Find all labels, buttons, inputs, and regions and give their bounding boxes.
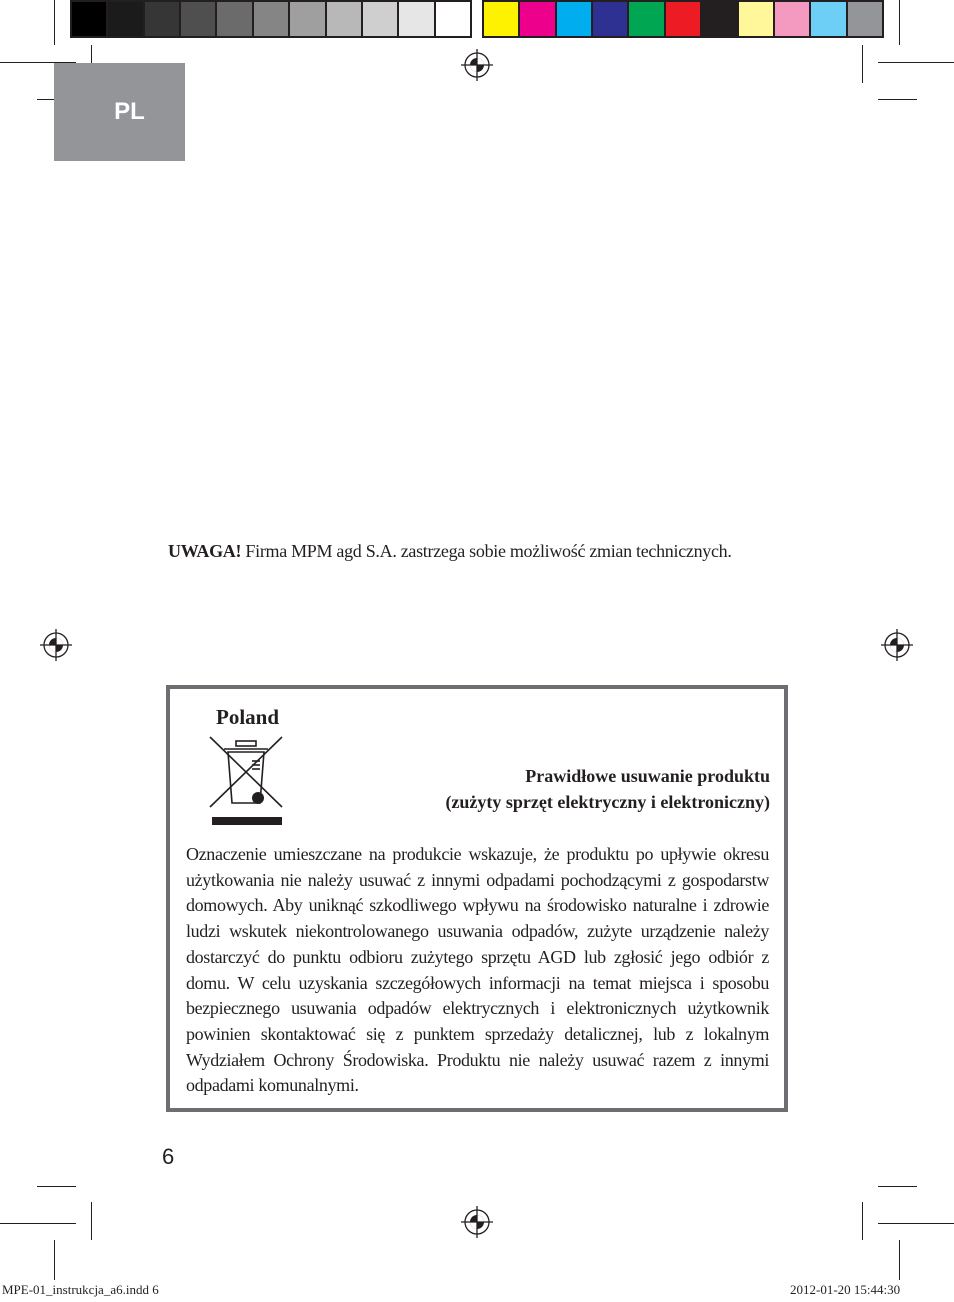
disposal-body-text: Oznaczenie umieszczane na produkcie wskazuje, że produktu po upływie okresu użytkowania nie należy usuwać z innymi odpadami pochodzącymi z gospodarstw domowych. Aby uniknąć szkodliwego wpływu na środowisko naturalne i zdrowie ludzi wskutek niekontrolowanego usuwania odpadów, zużyte urządzenie należy dostarczyć do punktu odbioru zużytego sprzętu AGD lub zgłosić jego odbiór z domu. W celu uzyskania szczegółowych informacji na temat miejsca i sposobu bezpiecznego usuwania odpadów elektrycznych i elektronicznych użytkownik powinien skontaktować się z punktem sprzedaży detalicznej, lub z lokalnym Wydziałem Ochrony Środowiska. Produktu nie należy usuwać razem z innymi odpadami komunalnymi. [186, 844, 769, 1096]
color-swatch [436, 2, 470, 36]
registration-mark-icon [461, 49, 493, 81]
crop-mark [54, 0, 55, 45]
crop-mark [54, 1240, 55, 1280]
color-swatch [520, 2, 556, 36]
color-swatch [217, 2, 253, 36]
crossed-out-wheelie-bin-icon [208, 735, 284, 827]
color-swatch [72, 2, 108, 36]
disposal-heading-line1: Prawidłowe usuwanie produktu [525, 766, 770, 786]
crop-mark [37, 1186, 76, 1187]
disposal-heading-line2: (zużyty sprzęt elektryczny i elektroniczny) [445, 792, 770, 812]
color-swatch [739, 2, 775, 36]
technical-changes-notice [168, 541, 808, 562]
language-tab: PL [54, 63, 185, 161]
crop-mark [91, 1202, 92, 1240]
color-swatch [775, 2, 811, 36]
crop-mark [0, 1223, 76, 1224]
color-swatch-group [482, 0, 884, 38]
crop-mark [878, 62, 954, 63]
file-slug: MPE-01_instrukcja_a6.indd 6 [2, 1282, 159, 1297]
country-label: Poland [216, 705, 280, 729]
registration-mark-icon [40, 629, 72, 661]
registration-mark-icon [881, 629, 913, 661]
color-swatch [484, 2, 520, 36]
crop-mark [862, 45, 863, 83]
crop-mark [878, 1186, 917, 1187]
color-swatch [327, 2, 363, 36]
crop-mark [862, 1202, 863, 1240]
crop-mark [899, 0, 900, 45]
color-swatch [593, 2, 629, 36]
color-swatch [848, 2, 882, 36]
notice-warning-label: UWAGA! [168, 541, 242, 561]
color-swatch [108, 2, 144, 36]
page-number: 6 [162, 1144, 175, 1169]
color-swatch [290, 2, 326, 36]
color-swatch [629, 2, 665, 36]
color-swatch [399, 2, 435, 36]
color-swatch [145, 2, 181, 36]
color-swatch [702, 2, 738, 36]
color-calibration-bar [70, 0, 884, 38]
color-swatch [811, 2, 847, 36]
color-swatch [254, 2, 290, 36]
notice-text: Firma MPM agd S.A. zastrzega sobie możliwość zmian technicznych. [241, 541, 732, 561]
disposal-heading [360, 763, 770, 815]
crop-mark [878, 99, 917, 100]
grayscale-swatch-group [70, 0, 472, 38]
crop-mark [878, 1223, 954, 1224]
color-swatch [557, 2, 593, 36]
registration-mark-icon [461, 1206, 493, 1238]
color-swatch [363, 2, 399, 36]
crop-mark [899, 1240, 900, 1280]
color-swatch [666, 2, 702, 36]
color-swatch [181, 2, 217, 36]
timestamp-slug: 2012-01-20 15:44:30 [790, 1282, 901, 1297]
